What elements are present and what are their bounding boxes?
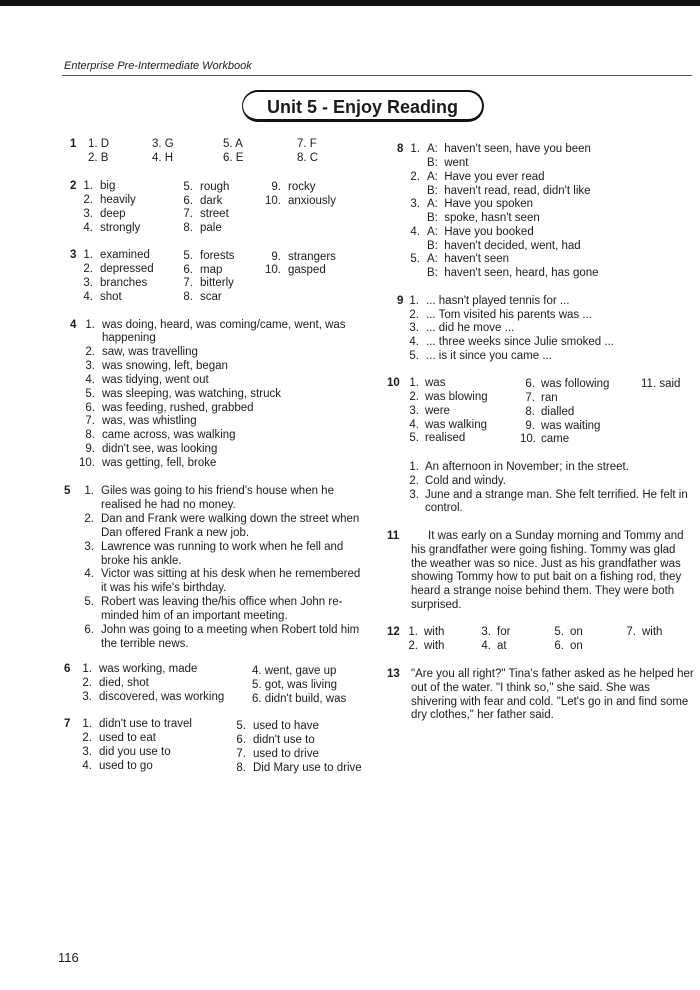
- answer: 5. forests: [183, 250, 235, 262]
- answer: 1. was working, made: [82, 663, 198, 675]
- answer: 10. gasped: [265, 264, 326, 276]
- answer: 8. scar: [183, 291, 222, 303]
- answer: 6. didn't use to: [236, 734, 315, 746]
- page-number: 116: [58, 950, 79, 965]
- header-rule: [62, 75, 692, 76]
- answer: 2. ... Tom visited his parents was ...: [409, 309, 592, 321]
- text-line: It was early on a Sunday morning and Tommy and: [428, 530, 684, 542]
- answer: the terrible news.: [101, 638, 189, 650]
- answer: 2. died, shot: [82, 677, 149, 689]
- exercise-number: 6: [64, 663, 71, 675]
- answer: 5. got, was living: [252, 679, 338, 691]
- answer: B: haven't decided, went, had: [427, 240, 581, 252]
- answer: 1. D: [88, 138, 110, 150]
- answer: 2. saw, was travelling: [85, 346, 198, 358]
- answer: 2. with: [408, 640, 445, 652]
- answer: 5. was sleeping, was watching, struck: [85, 388, 281, 400]
- answer: 4. H: [152, 152, 174, 164]
- answer: control.: [425, 502, 463, 514]
- answer: 8. C: [297, 152, 319, 164]
- answer: 1. didn't use to travel: [82, 718, 192, 730]
- answer: 8. came across, was walking: [85, 429, 236, 441]
- answer: 4. was walking: [409, 419, 487, 431]
- answer: 7. ran: [525, 392, 558, 404]
- answer: 3. June and a strange man. She felt terrified. He felt in: [409, 489, 688, 501]
- answer: 9. was waiting: [525, 420, 601, 432]
- answer: 1. A: haven't seen, have you been: [410, 143, 591, 155]
- answer: 3. discovered, was working: [82, 691, 225, 703]
- answer: 9. rocky: [271, 181, 316, 193]
- answer: 5. A: [223, 138, 243, 150]
- unit-title: Unit 5 - Enjoy Reading: [242, 90, 484, 122]
- answer: 3. G: [152, 138, 174, 150]
- answer: happening: [102, 332, 156, 344]
- exercise-number: 12: [387, 626, 400, 638]
- answer: 9. strangers: [271, 251, 336, 263]
- answer: 2. depressed: [83, 263, 154, 275]
- text-line: shivering with fear and cold. "Let's go in and find some: [411, 696, 689, 708]
- answer: 5. Robert was leaving the/his office when John re-: [84, 596, 343, 608]
- answer: 4. A: Have you booked: [410, 226, 534, 238]
- answer: 5. ... is it since you came ...: [409, 350, 552, 362]
- answer: 1. was doing, heard, was coming/came, went, was: [85, 319, 346, 331]
- answer: 11. said: [641, 378, 681, 390]
- answer: 5. rough: [183, 181, 230, 193]
- exercise-number: 13: [387, 668, 400, 680]
- answer: 1. An afternoon in November; in the street.: [409, 461, 629, 473]
- answer: 8. Did Mary use to drive: [236, 762, 362, 774]
- answer: 6. on: [554, 640, 583, 652]
- answer: 5. used to have: [236, 720, 319, 732]
- exercise-number: 2: [70, 180, 77, 192]
- answer: 7. F: [297, 138, 317, 150]
- answer: B: spoke, hasn't seen: [427, 212, 540, 224]
- text-line: showing Tommy how to put bait on a fishing rod, they: [411, 571, 682, 583]
- answer: 10. came: [520, 433, 570, 445]
- answer: 1. big: [83, 180, 116, 192]
- answer: 7. with: [626, 626, 663, 638]
- answer: 7. street: [183, 208, 229, 220]
- exercise-number: 4: [70, 319, 77, 331]
- answer: 2. used to eat: [82, 732, 156, 744]
- answer: 6. didn't build, was: [252, 693, 347, 705]
- answer: B: haven't seen, heard, has gone: [427, 267, 599, 279]
- answer: 3. for: [481, 626, 511, 638]
- answer: realised he had no money.: [101, 499, 236, 511]
- text-line: his grandfather were going fishing. Tommy was glad: [411, 544, 676, 556]
- answer: 6. map: [183, 264, 223, 276]
- answer: 6. dark: [183, 195, 223, 207]
- exercise-number: 10: [387, 377, 400, 389]
- exercise-number: 1: [70, 138, 77, 150]
- exercise-number: 11: [387, 530, 400, 542]
- answer: 1. with: [408, 626, 445, 638]
- text-line: heard a strange noise behind them. They were both: [411, 585, 675, 597]
- answer: 3. was snowing, left, began: [85, 360, 228, 372]
- exercise-number: 8: [397, 143, 404, 155]
- answer: 1. examined: [83, 249, 150, 261]
- answer: 8. pale: [183, 222, 222, 234]
- answer: 2. heavily: [83, 194, 136, 206]
- answer: 7. used to drive: [236, 748, 319, 760]
- answer: 3. Lawrence was running to work when he fell and: [84, 541, 344, 553]
- answer: it was his wife's birthday.: [101, 582, 227, 594]
- answer: 2. Cold and windy.: [409, 475, 506, 487]
- answer: 10. was getting, fell, broke: [79, 457, 217, 469]
- answer: 6. was feeding, rushed, grabbed: [85, 402, 254, 414]
- answer: 3. branches: [83, 277, 148, 289]
- answer: 5. realised: [409, 432, 466, 444]
- answer: 2. was blowing: [409, 391, 488, 403]
- answer: 10. anxiously: [265, 195, 336, 207]
- answer: 3. did you use to: [82, 746, 171, 758]
- answer: 5. A: haven't seen: [410, 253, 510, 265]
- answer: broke his ankle.: [101, 555, 182, 567]
- answer: 4. Victor was sitting at his desk when he remembered: [84, 568, 361, 580]
- answer: 6. was following: [525, 378, 610, 390]
- answer: 1. was: [409, 377, 446, 389]
- answer: 5. on: [554, 626, 583, 638]
- answer: 6. E: [223, 152, 244, 164]
- workbook-title: Enterprise Pre-Intermediate Workbook: [64, 60, 252, 72]
- answer: 3. were: [409, 405, 450, 417]
- answer: 2. Dan and Frank were walking down the street when: [84, 513, 360, 525]
- text-line: surprised.: [411, 599, 462, 611]
- answer: 1. Giles was going to his friend's house when he: [84, 485, 334, 497]
- answer: minded him of an important meeting.: [101, 610, 288, 622]
- text-line: out of the water. "I think so," she said. She was: [411, 682, 650, 694]
- answer: 7. was, was whistling: [85, 415, 197, 427]
- answer: 4. shot: [83, 291, 122, 303]
- exercise-number: 7: [64, 718, 71, 730]
- text-line: "Are you all right?" Tina's father asked as he helped her: [411, 668, 694, 680]
- answer: 4. at: [481, 640, 507, 652]
- answer: 7. bitterly: [183, 277, 234, 289]
- answer: 2. A: Have you ever read: [410, 171, 545, 183]
- answer: 8. dialled: [525, 406, 575, 418]
- exercise-number: 3: [70, 249, 77, 261]
- answer: 4. strongly: [83, 222, 141, 234]
- answer: 4. was tidying, went out: [85, 374, 209, 386]
- answer: 4. used to go: [82, 760, 153, 772]
- answer: B: haven't read, read, didn't like: [427, 185, 591, 197]
- exercise-number: 9: [397, 295, 404, 307]
- answer: 3. deep: [83, 208, 126, 220]
- answer: Dan offered Frank a new job.: [101, 527, 250, 539]
- exercise-number: 5: [64, 485, 71, 497]
- answer: 9. didn't see, was looking: [85, 443, 218, 455]
- answer: 1. ... hasn't played tennis for ...: [409, 295, 570, 307]
- answer: 3. A: Have you spoken: [410, 198, 534, 210]
- answer: 6. John was going to a meeting when Robert told him: [84, 624, 360, 636]
- answer: 4. went, gave up: [252, 665, 337, 677]
- answer: 2. B: [88, 152, 109, 164]
- text-line: dry clothes," her father said.: [411, 709, 554, 721]
- answer: 3. ... did he move ...: [409, 322, 515, 334]
- top-border: [0, 0, 700, 6]
- text-line: the weather was so nice. Just as his grandfather was: [411, 558, 681, 570]
- answer: B: went: [427, 157, 469, 169]
- answer: 4. ... three weeks since Julie smoked ...: [409, 336, 614, 348]
